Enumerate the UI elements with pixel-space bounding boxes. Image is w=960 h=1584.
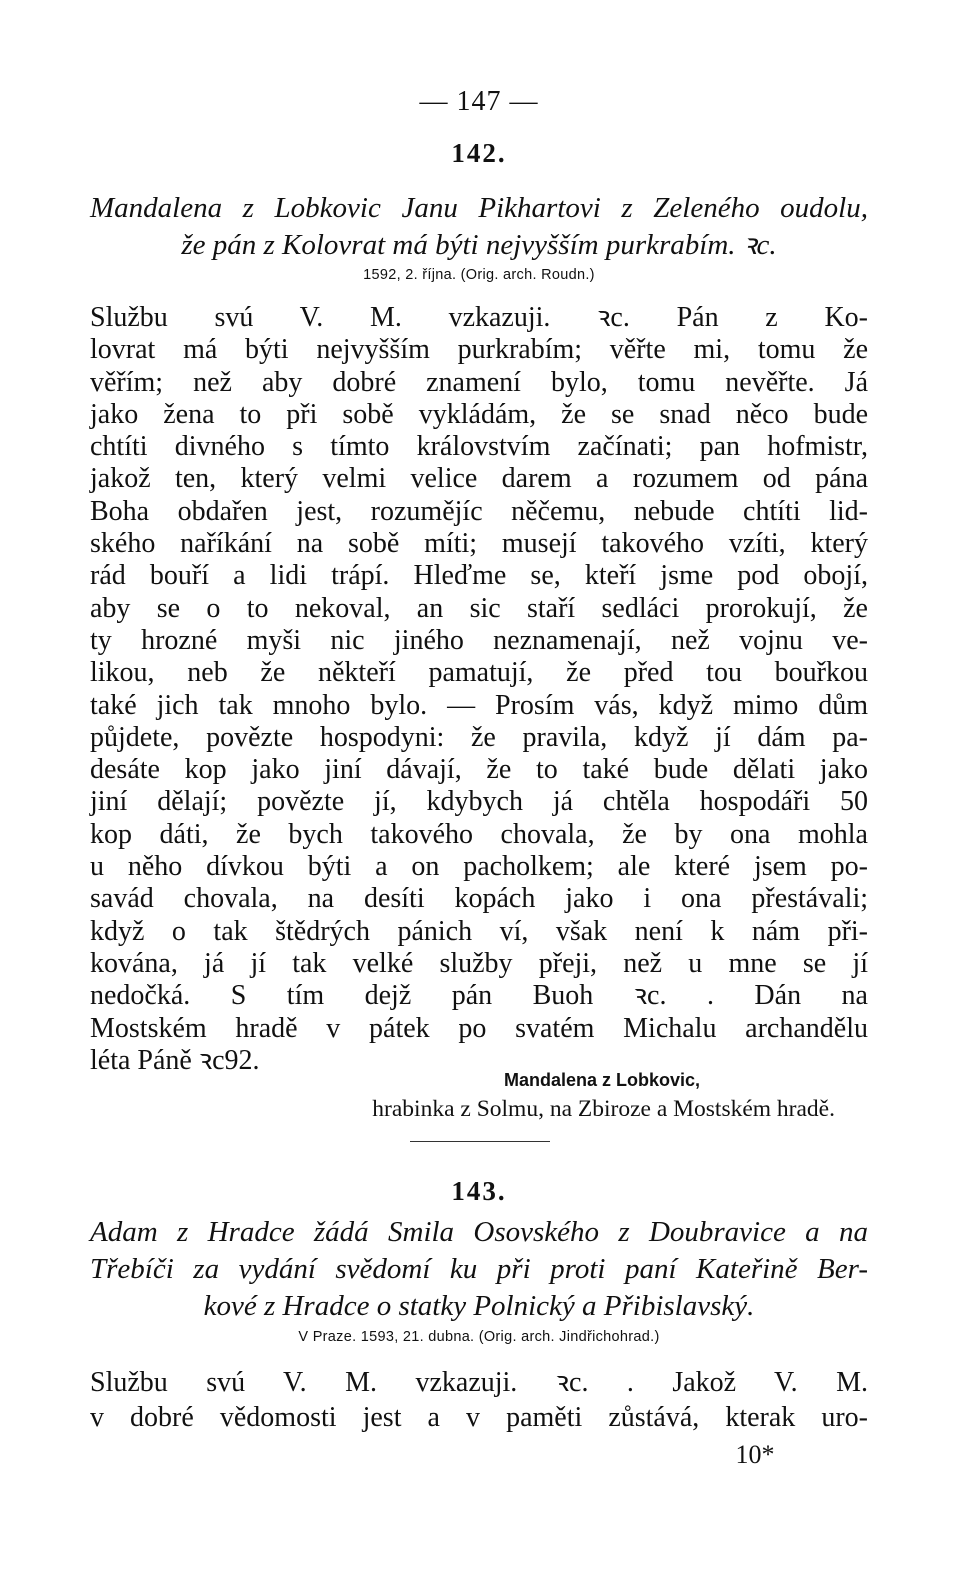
body-line: léta Páně ꝛc92. bbox=[90, 1044, 260, 1076]
body-line: nedočká. S tím dejž pán Buoh ꝛc. . Dán na bbox=[90, 980, 868, 1012]
signature-name: Mandalena z Lobkovic, bbox=[503, 1070, 700, 1090]
book-page bbox=[90, 0, 868, 1584]
body-line: ského naříkání na sobě míti; musejí takového vzíti, který bbox=[90, 528, 868, 560]
body-line: půjdete, povězte hospodyni: že pravila, když jí dám pa- bbox=[90, 721, 868, 753]
document-body bbox=[90, 1365, 868, 1435]
body-line: také jich tak mnoho bylo. — Prosím vás, když mimo dům bbox=[90, 689, 868, 721]
body-line: věřím; než aby dobré znamení bylo, tomu nevěřte. Já bbox=[90, 366, 868, 398]
body-line: likou, neb že někteří pamatují, že před tou bouřkou bbox=[90, 657, 868, 689]
body-line: savád chovala, na desíti kopách jako i ona přestávali; bbox=[90, 883, 868, 915]
body-line: Službu svú V. M. vzkazuji. ꝛc. . Jakož V. M. bbox=[90, 1367, 868, 1398]
document-body bbox=[90, 302, 868, 1077]
document-title bbox=[90, 190, 868, 264]
title-line: Třebíči za vydání svědomí ku při proti paní Kateřině Ber- bbox=[90, 1253, 868, 1285]
body-line: jako žena to při sobě vykládám, že se snad něco bude bbox=[90, 398, 868, 430]
body-line: desáte kop jako jiní dávají, že to také bude dělati jako bbox=[90, 754, 868, 786]
document-source: 1592, 2. října. (Orig. arch. Roudn.) bbox=[363, 267, 595, 283]
body-line: ty hrozné myši nic jiného neznamenají, než vojnu ve- bbox=[90, 624, 868, 656]
body-line: Mostském hradě v pátek po svatém Michalu archandělu bbox=[90, 1012, 868, 1044]
title-line: Mandalena z Lobkovic Janu Pikhartovi z Zeleného oudolu, bbox=[90, 192, 868, 224]
signature-mark: 10* bbox=[735, 1440, 775, 1469]
title-line: že pán z Kolovrat má býti nejvyšším purkrabím. ꝛc. bbox=[181, 229, 777, 261]
document-source: V Praze. 1593, 21. dubna. (Orig. arch. Jindřichohrad.) bbox=[298, 1329, 660, 1345]
body-line: jiní dělají; povězte jí, kdybych já chtěla hospodáři 50 bbox=[90, 786, 868, 818]
body-line: aby se o to nekoval, an sic staří sedláci prorokují, že bbox=[90, 592, 868, 624]
body-line: rád bouří a lidi trápí. Hleďme se, kteří jsme pod obojí, bbox=[90, 560, 868, 592]
document-number: 143. bbox=[451, 1176, 507, 1206]
body-line: jakož ten, který velmi velice darem a rozumem od pána bbox=[90, 463, 868, 495]
body-line: Službu svú V. M. vzkazuji. ꝛc. Pán z Ko- bbox=[90, 302, 868, 333]
body-line: chtíti divného s tímto královstvím začínati; pan hofmistr, bbox=[90, 431, 868, 463]
body-line: když o tak štědrých pánich ví, však není k nám při- bbox=[90, 915, 868, 947]
body-line: Boha obdařen jest, rozumějíc něčemu, nebude chtíti lid- bbox=[90, 495, 868, 527]
signature-title: hrabinka z Solmu, na Zbiroze a Mostském hradě. bbox=[372, 1096, 835, 1122]
body-line: v dobré vědomosti jest a v paměti zůstává, kterak uro- bbox=[90, 1402, 868, 1433]
document-number: 142. bbox=[451, 138, 507, 168]
body-line: u něho dívkou býti a on pacholkem; ale které jsem po- bbox=[90, 851, 868, 883]
body-line: lovrat má býti nejvyšším purkrabím; věřte mi, tomu že bbox=[90, 334, 868, 366]
title-line: kové z Hradce o statky Polnický a Přibislavský. bbox=[203, 1290, 755, 1322]
section-divider bbox=[410, 1141, 550, 1142]
document-title bbox=[90, 1214, 868, 1325]
title-line: Adam z Hradce žádá Smila Osovského z Doubravice a na bbox=[90, 1216, 868, 1248]
body-line: kována, já jí tak velké služby přeji, než u mne se jí bbox=[90, 947, 868, 979]
body-line: kop dáti, že bych takového chovala, že by ona mohla bbox=[90, 818, 868, 850]
page-number: — 147 — bbox=[419, 86, 539, 117]
